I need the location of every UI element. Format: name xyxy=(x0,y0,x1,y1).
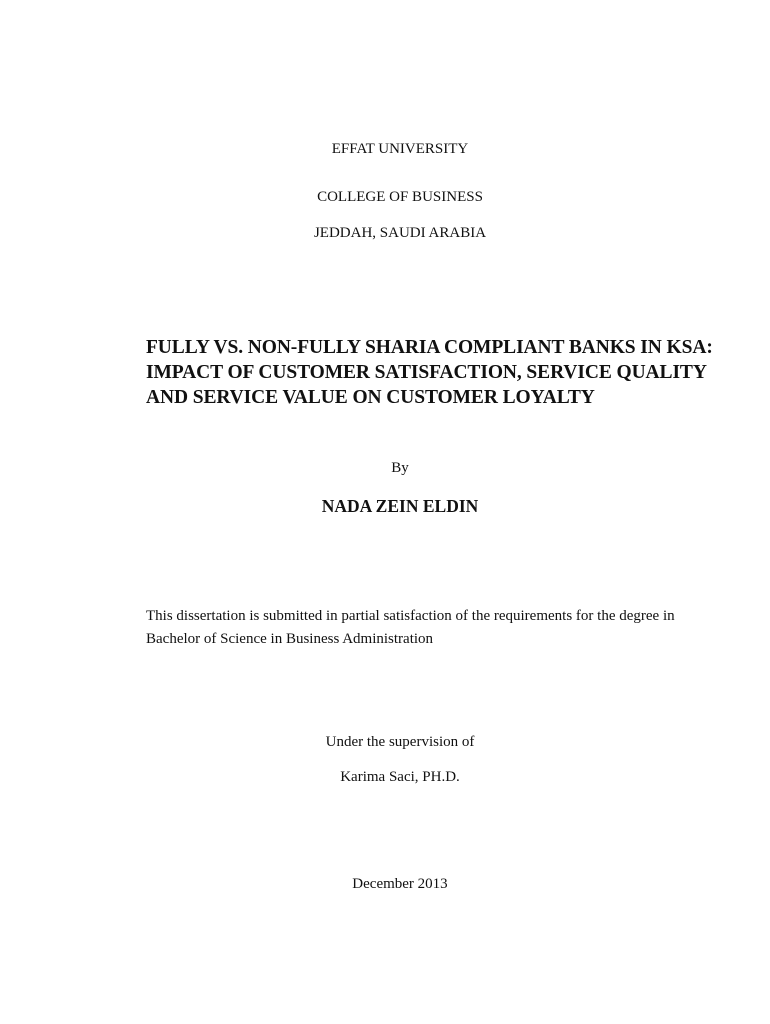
degree-statement xyxy=(146,605,746,651)
university-name: EFFAT UNIVERSITY xyxy=(331,141,469,157)
submission-date: December 2013 xyxy=(352,876,448,892)
title-line: AND SERVICE VALUE ON CUSTOMER LOYALTY xyxy=(146,387,595,408)
dissertation-title xyxy=(146,335,746,410)
title-line: FULLY VS. NON-FULLY SHARIA COMPLIANT BANKS IN KSA: xyxy=(146,337,713,358)
author-name: NADA ZEIN ELDIN xyxy=(321,496,479,516)
statement-line: This dissertation is submitted in partial satisfaction of the requirements for the degree in xyxy=(146,608,675,624)
statement-line: Bachelor of Science in Business Administration xyxy=(146,631,434,647)
supervisor-name: Karima Saci, PH.D. xyxy=(340,769,460,785)
by-label: By xyxy=(391,460,409,476)
location: JEDDAH, SAUDI ARABIA xyxy=(313,225,487,241)
supervision-label: Under the supervision of xyxy=(325,734,475,750)
college-name: COLLEGE OF BUSINESS xyxy=(317,189,483,205)
title-line: IMPACT OF CUSTOMER SATISFACTION, SERVICE QUALITY xyxy=(146,362,707,383)
